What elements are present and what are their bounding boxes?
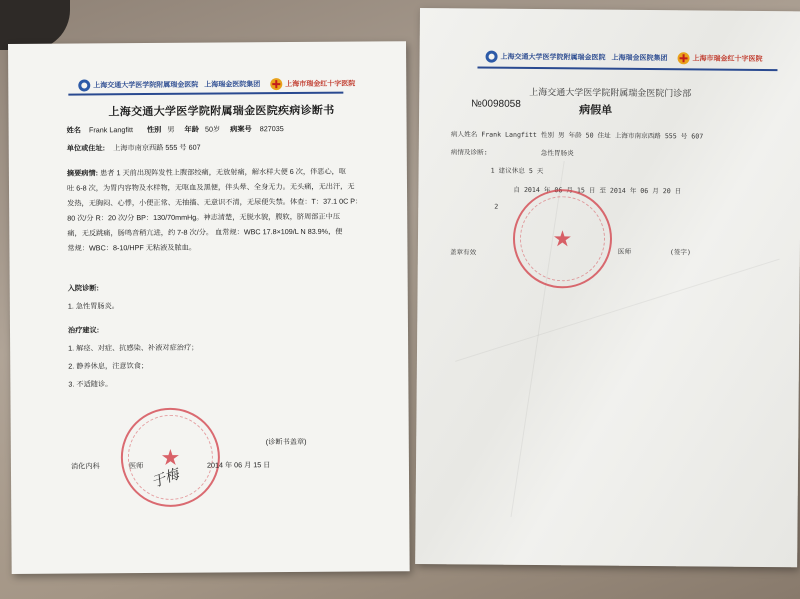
diagnosis-label: 病情及诊断: xyxy=(450,148,488,157)
sex-label: 性别 xyxy=(146,124,162,135)
rest-advice: 1 建议休息 5 天 xyxy=(490,166,544,176)
hospital-seal-stamp xyxy=(121,408,221,508)
condition-line: 发热，无胸闷、心悸，小便正常、无抽搐、无意识不清，无尿便失禁。体查：T：37.1 0C P： xyxy=(67,196,363,208)
condition-block xyxy=(67,163,398,255)
left-header xyxy=(78,78,355,92)
doctor-label: 医师 xyxy=(128,461,144,471)
clinic-title: 上海交通大学医学院附属瑞金医院门诊部 xyxy=(529,87,692,100)
condition-line: 摘要病情: 患者 1 天前出现阵发性上腹部绞痛，无放射痛，解水样大便 6 次，伴恶心，呕 xyxy=(66,166,347,178)
note-title: 病假单 xyxy=(579,104,613,117)
patient-address: 上海市南京西路 555 号 607 xyxy=(113,142,201,153)
admission-label: 入院诊断: xyxy=(67,283,99,293)
dept-name: 消化内科 xyxy=(70,461,100,471)
name-label: 姓名 xyxy=(66,125,82,135)
diagnosis-item: 1. 急性胃肠炎。 xyxy=(67,301,119,311)
red-cross-logo-icon xyxy=(678,52,690,64)
patient-age: 50岁 xyxy=(204,124,221,134)
left-header-redcross: 上海市瑞金红十字医院 xyxy=(285,80,356,89)
doctor-label: 医师 xyxy=(617,247,632,256)
serial-number: №0098058 xyxy=(471,98,521,110)
patient-row xyxy=(67,124,284,136)
seal-star-icon: ★ xyxy=(160,444,181,470)
document-title: 上海交通大学医学院附属瑞金医院疾病诊断书 xyxy=(108,104,335,119)
diagnosis-certificate xyxy=(8,41,410,574)
issue-date: 2014 年 06 月 15 日 xyxy=(206,460,271,470)
record-label: 病案号 xyxy=(230,124,252,134)
age-label: 年龄 xyxy=(184,124,199,134)
diagnosis-value: 急性胃肠炎 xyxy=(540,149,574,158)
doctor-signature: 于梅 xyxy=(149,466,182,492)
right-header-redcross: 上海市瑞金红十字医院 xyxy=(692,55,763,63)
hospital-seal-stamp xyxy=(513,189,613,289)
condition-label: 摘要病情: xyxy=(66,168,99,178)
sign-note: (签字) xyxy=(669,248,692,257)
hospital-logo-icon xyxy=(486,51,498,63)
condition-line: 80 次/分 R：20 次/分 BP：130/70mmHg。神志清楚，无脱水貌，腹软，脐周部正中压 xyxy=(67,211,341,223)
sick-leave-note xyxy=(415,8,800,567)
condition-line: 吐 6-8 次，为胃内容物及水样物，无呕血及黑便，伴头晕、全身无力。无头痛，无出汗，无 xyxy=(66,181,355,193)
treatment-item: 2. 静养休息，注意饮食； xyxy=(68,361,149,371)
left-header-sub: 上海瑞金医院集团 xyxy=(204,81,261,89)
treatment-item: 3. 不适随诊。 xyxy=(68,379,113,389)
seal-note: (诊断书盖章) xyxy=(265,436,307,447)
hospital-logo-icon xyxy=(78,79,90,91)
left-header-group: 上海交通大学医学院附属瑞金医院 xyxy=(93,81,199,90)
address-row xyxy=(67,143,201,154)
header-rule xyxy=(477,67,777,72)
address-label: 单位或住址: xyxy=(66,143,106,153)
right-header-group: 上海交通大学医学院附属瑞金医院 xyxy=(500,53,606,62)
seal-star-icon: ★ xyxy=(552,225,573,251)
condition-line: 痛，无反跳痛，肠鸣音稍亢进，约 7-8 次/分。 血常规：WBC 17.8×109/L N 83.9%，便 xyxy=(67,226,343,238)
patient-info-line: 病人姓名 Frank Langfitt 性别 男 年龄 50 住址 上海市南京西路 555 号 607 xyxy=(450,130,704,141)
right-header-sub: 上海瑞金医院集团 xyxy=(611,54,668,63)
condition-line: 常规：WBC：8-10/HPF 无粘液及脓血。 xyxy=(67,242,197,253)
treatment-label: 治疗建议: xyxy=(67,325,100,335)
right-header xyxy=(486,51,763,65)
item-two: 2 xyxy=(494,202,499,211)
red-cross-logo-icon xyxy=(270,78,282,90)
treatment-item: 1. 解痉、对症、抗感染、补液对症治疗； xyxy=(68,342,199,353)
record-number: 827035 xyxy=(259,124,284,134)
rest-dates: 自 2014 年 06 月 15 日 至 2014 年 06 月 20 日 xyxy=(513,185,682,196)
header-rule xyxy=(68,92,343,96)
signer-label: 盖章有效 xyxy=(449,248,477,257)
paper-crease xyxy=(455,259,780,362)
patient-sex: 男 xyxy=(167,124,175,134)
patient-name: Frank Langfitt xyxy=(88,125,133,135)
